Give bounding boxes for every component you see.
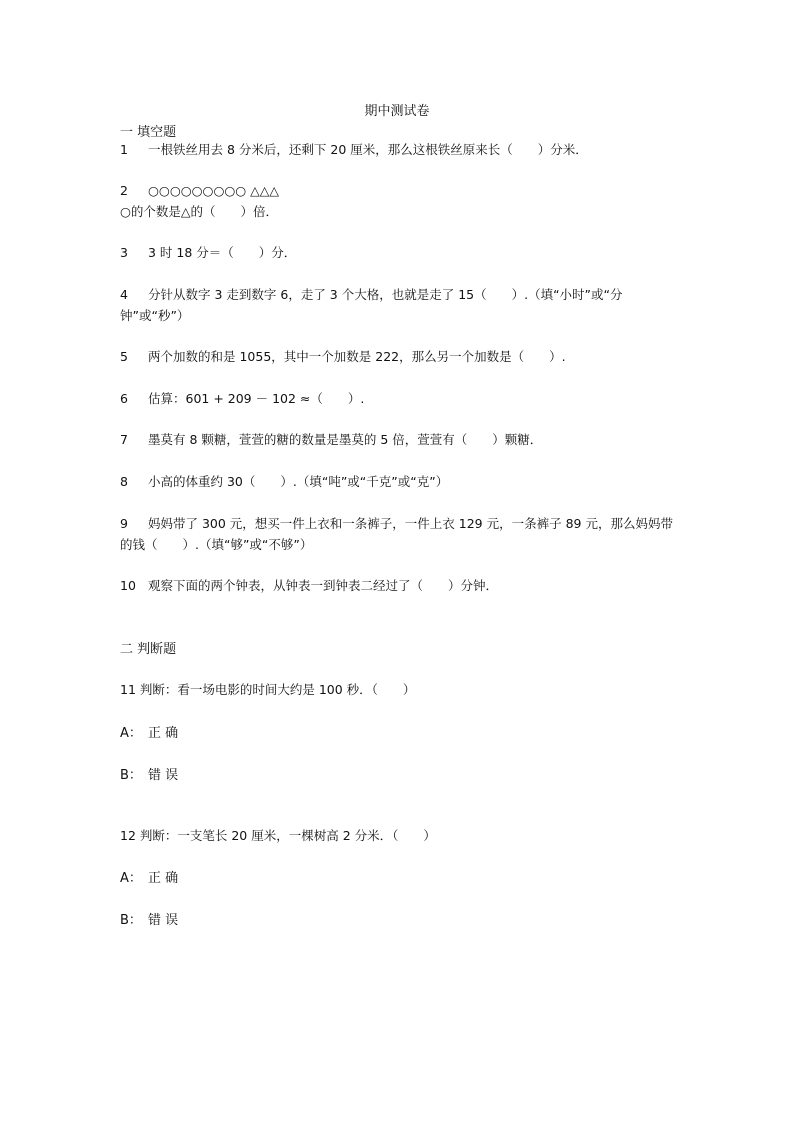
option-b-q12[interactable] xyxy=(120,909,178,928)
question-11 xyxy=(120,679,680,700)
option-label: B： xyxy=(120,768,142,783)
question-number: 2 xyxy=(120,183,128,198)
option-label: A： xyxy=(120,726,142,741)
page-title: 期中测试卷 xyxy=(364,104,430,119)
question-3 xyxy=(120,242,680,263)
question-12 xyxy=(120,825,680,846)
question-number: 10 xyxy=(120,578,136,593)
question-text: 妈妈带了 300 元，想买一件上衣和一条裤子，一件上衣 129 元，一条裤子 89 元，那么妈妈带的钱（ ）.（填“够”或“不够”） xyxy=(120,516,673,552)
question-text: 12 判断：一支笔长 20 厘米，一棵树高 2 分米．（ ） xyxy=(120,828,436,843)
question-5 xyxy=(120,346,680,367)
question-number: 8 xyxy=(120,474,128,489)
question-10 xyxy=(120,575,680,596)
option-b-q11[interactable] xyxy=(120,764,178,783)
question-text: 估算：601 + 209 － 102 ≈（ ）. xyxy=(148,391,365,406)
question-1 xyxy=(120,139,680,160)
question-number: 4 xyxy=(120,287,128,302)
question-text: 一根铁丝用去 8 分米后，还剩下 20 厘米，那么这根铁丝原来长（ ）分米． xyxy=(148,142,588,157)
question-7 xyxy=(120,429,680,450)
question-text: 11 判断：看一场电影的时间大约是 100 秒．（ ） xyxy=(120,682,416,697)
question-text: 分针从数字 3 走到数字 6，走了 3 个大格，也就是走了 15（ ）.（填“小时”或“分钟”或“秒”） xyxy=(120,287,623,323)
question-4 xyxy=(120,284,680,326)
option-a-q12[interactable] xyxy=(120,867,178,886)
option-a-q11[interactable] xyxy=(120,722,178,741)
question-text: ○的个数是△的（ ）倍． xyxy=(120,204,279,219)
question-number: 3 xyxy=(120,245,128,260)
option-text: 正 确 xyxy=(148,871,179,886)
question-9 xyxy=(120,513,680,555)
section-heading-true-false: 二 判断题 xyxy=(120,642,177,657)
option-text: 正 确 xyxy=(148,726,179,741)
question-text: 3 时 18 分＝（ ）分． xyxy=(148,245,297,260)
question-text: 小高的体重约 30（ ）.（填“吨”或“千克”或“克”） xyxy=(148,474,449,489)
question-number: 9 xyxy=(120,516,128,531)
section-heading-fill-in: 一 填空题 xyxy=(120,125,177,140)
question-number: 6 xyxy=(120,391,128,406)
question-number: 1 xyxy=(120,142,128,157)
question-6 xyxy=(120,388,680,409)
question-8 xyxy=(120,471,680,492)
option-label: A： xyxy=(120,871,142,886)
question-number: 7 xyxy=(120,432,128,447)
question-text: 观察下面的两个钟表，从钟表一到钟表二经过了（ ）分钟． xyxy=(148,578,499,593)
option-label: B： xyxy=(120,913,142,928)
question-2 xyxy=(120,180,680,222)
option-text: 错 误 xyxy=(148,913,179,928)
shape-row: ○○○○○○○○○ △△△ xyxy=(148,183,279,198)
question-text: 墨莫有 8 颗糖，萱萱的糖的数量是墨莫的 5 倍，萱萱有（ ）颗糖． xyxy=(148,432,543,447)
question-number: 5 xyxy=(120,349,128,364)
option-text: 错 误 xyxy=(148,768,179,783)
question-text: 两个加数的和是 1055，其中一个加数是 222，那么另一个加数是（ ）. xyxy=(148,349,566,364)
